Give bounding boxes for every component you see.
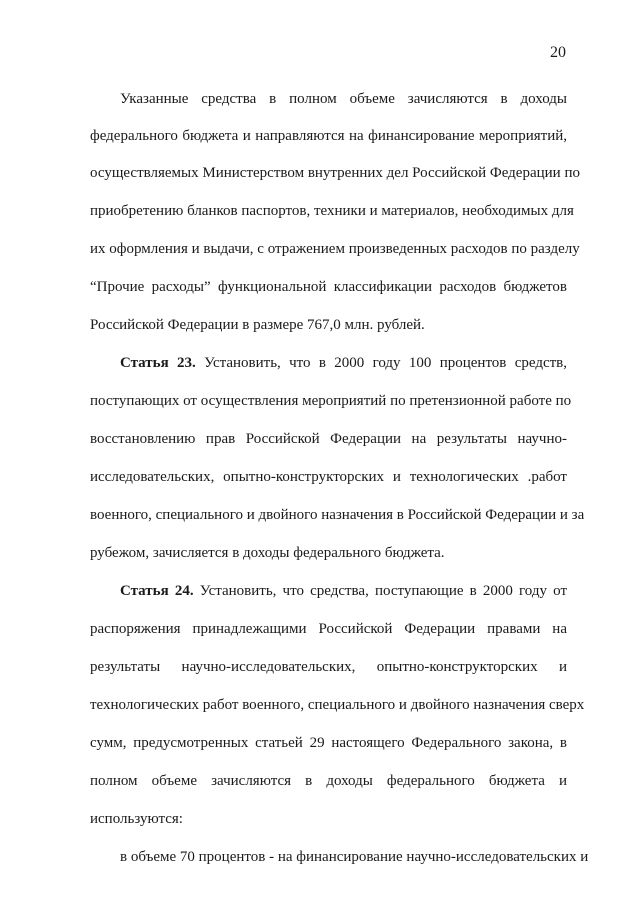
article-23-line-2: поступающих от осуществления мероприятий по претензионной работе по [90,393,572,409]
paragraph-1-line-5: их оформления и выдачи, с отражением произведенных расходов по разделу [90,241,580,257]
article-24-line-7: используются: [90,811,183,827]
paragraph-1-line-2: федерального бюджета и направляются на финансирование мероприятий, [90,128,567,144]
article-24-line-4: технологических работ военного, специального и двойного назначения сверх [90,697,585,713]
article-24-line-1 [120,582,567,600]
page-number: 20 [550,44,566,61]
article-24-label: Статья 24. [120,583,194,599]
article-23-label: Статья 23. [120,355,196,371]
paragraph-1-line-3: осуществляемых Министерством внутренних дел Российской Федерации по [90,165,580,181]
article-23-line-3: восстановлению прав Российской Федерации на результаты научно- [90,431,567,447]
paragraph-1-line-6: “Прочие расходы” функциональной классификации расходов бюджетов [90,279,567,295]
article-23-line-1 [120,354,567,372]
article-24-line-2: распоряжения принадлежащими Российской Федерации правами на [90,621,567,637]
paragraph-last-line-1: в объеме 70 процентов - на финансирование научно-исследовательских и [120,849,589,865]
article-24-line-3: результаты научно-исследовательских, опытно-конструкторских и [90,659,567,675]
paragraph-1-line-4: приобретению бланков паспортов, техники и материалов, необходимых для [90,203,574,219]
article-24-line-6: полном объеме зачисляются в доходы федерального бюджета и [90,773,567,789]
paragraph-1-line-1: Указанные средства в полном объеме зачисляются в доходы [120,91,567,107]
article-24-line-5: сумм, предусмотренных статьей 29 настоящего Федерального закона, в [90,735,567,751]
article-23-first-line-text: Установить, что в 2000 году 100 процентов средств, [195,355,568,371]
article-23-line-5: военного, специального и двойного назначения в Российской Федерации и за [90,507,585,523]
article-23-line-4: исследовательских, опытно-конструкторских и технологических .работ [90,469,567,485]
paragraph-1-line-7: Российской Федерации в размере 767,0 млн. рублей. [90,317,425,333]
article-23-line-6: рубежом, зачисляется в доходы федерального бюджета. [90,545,445,561]
article-24-first-line-text: Установить, что средства, поступающие в 2000 году от [193,583,567,599]
